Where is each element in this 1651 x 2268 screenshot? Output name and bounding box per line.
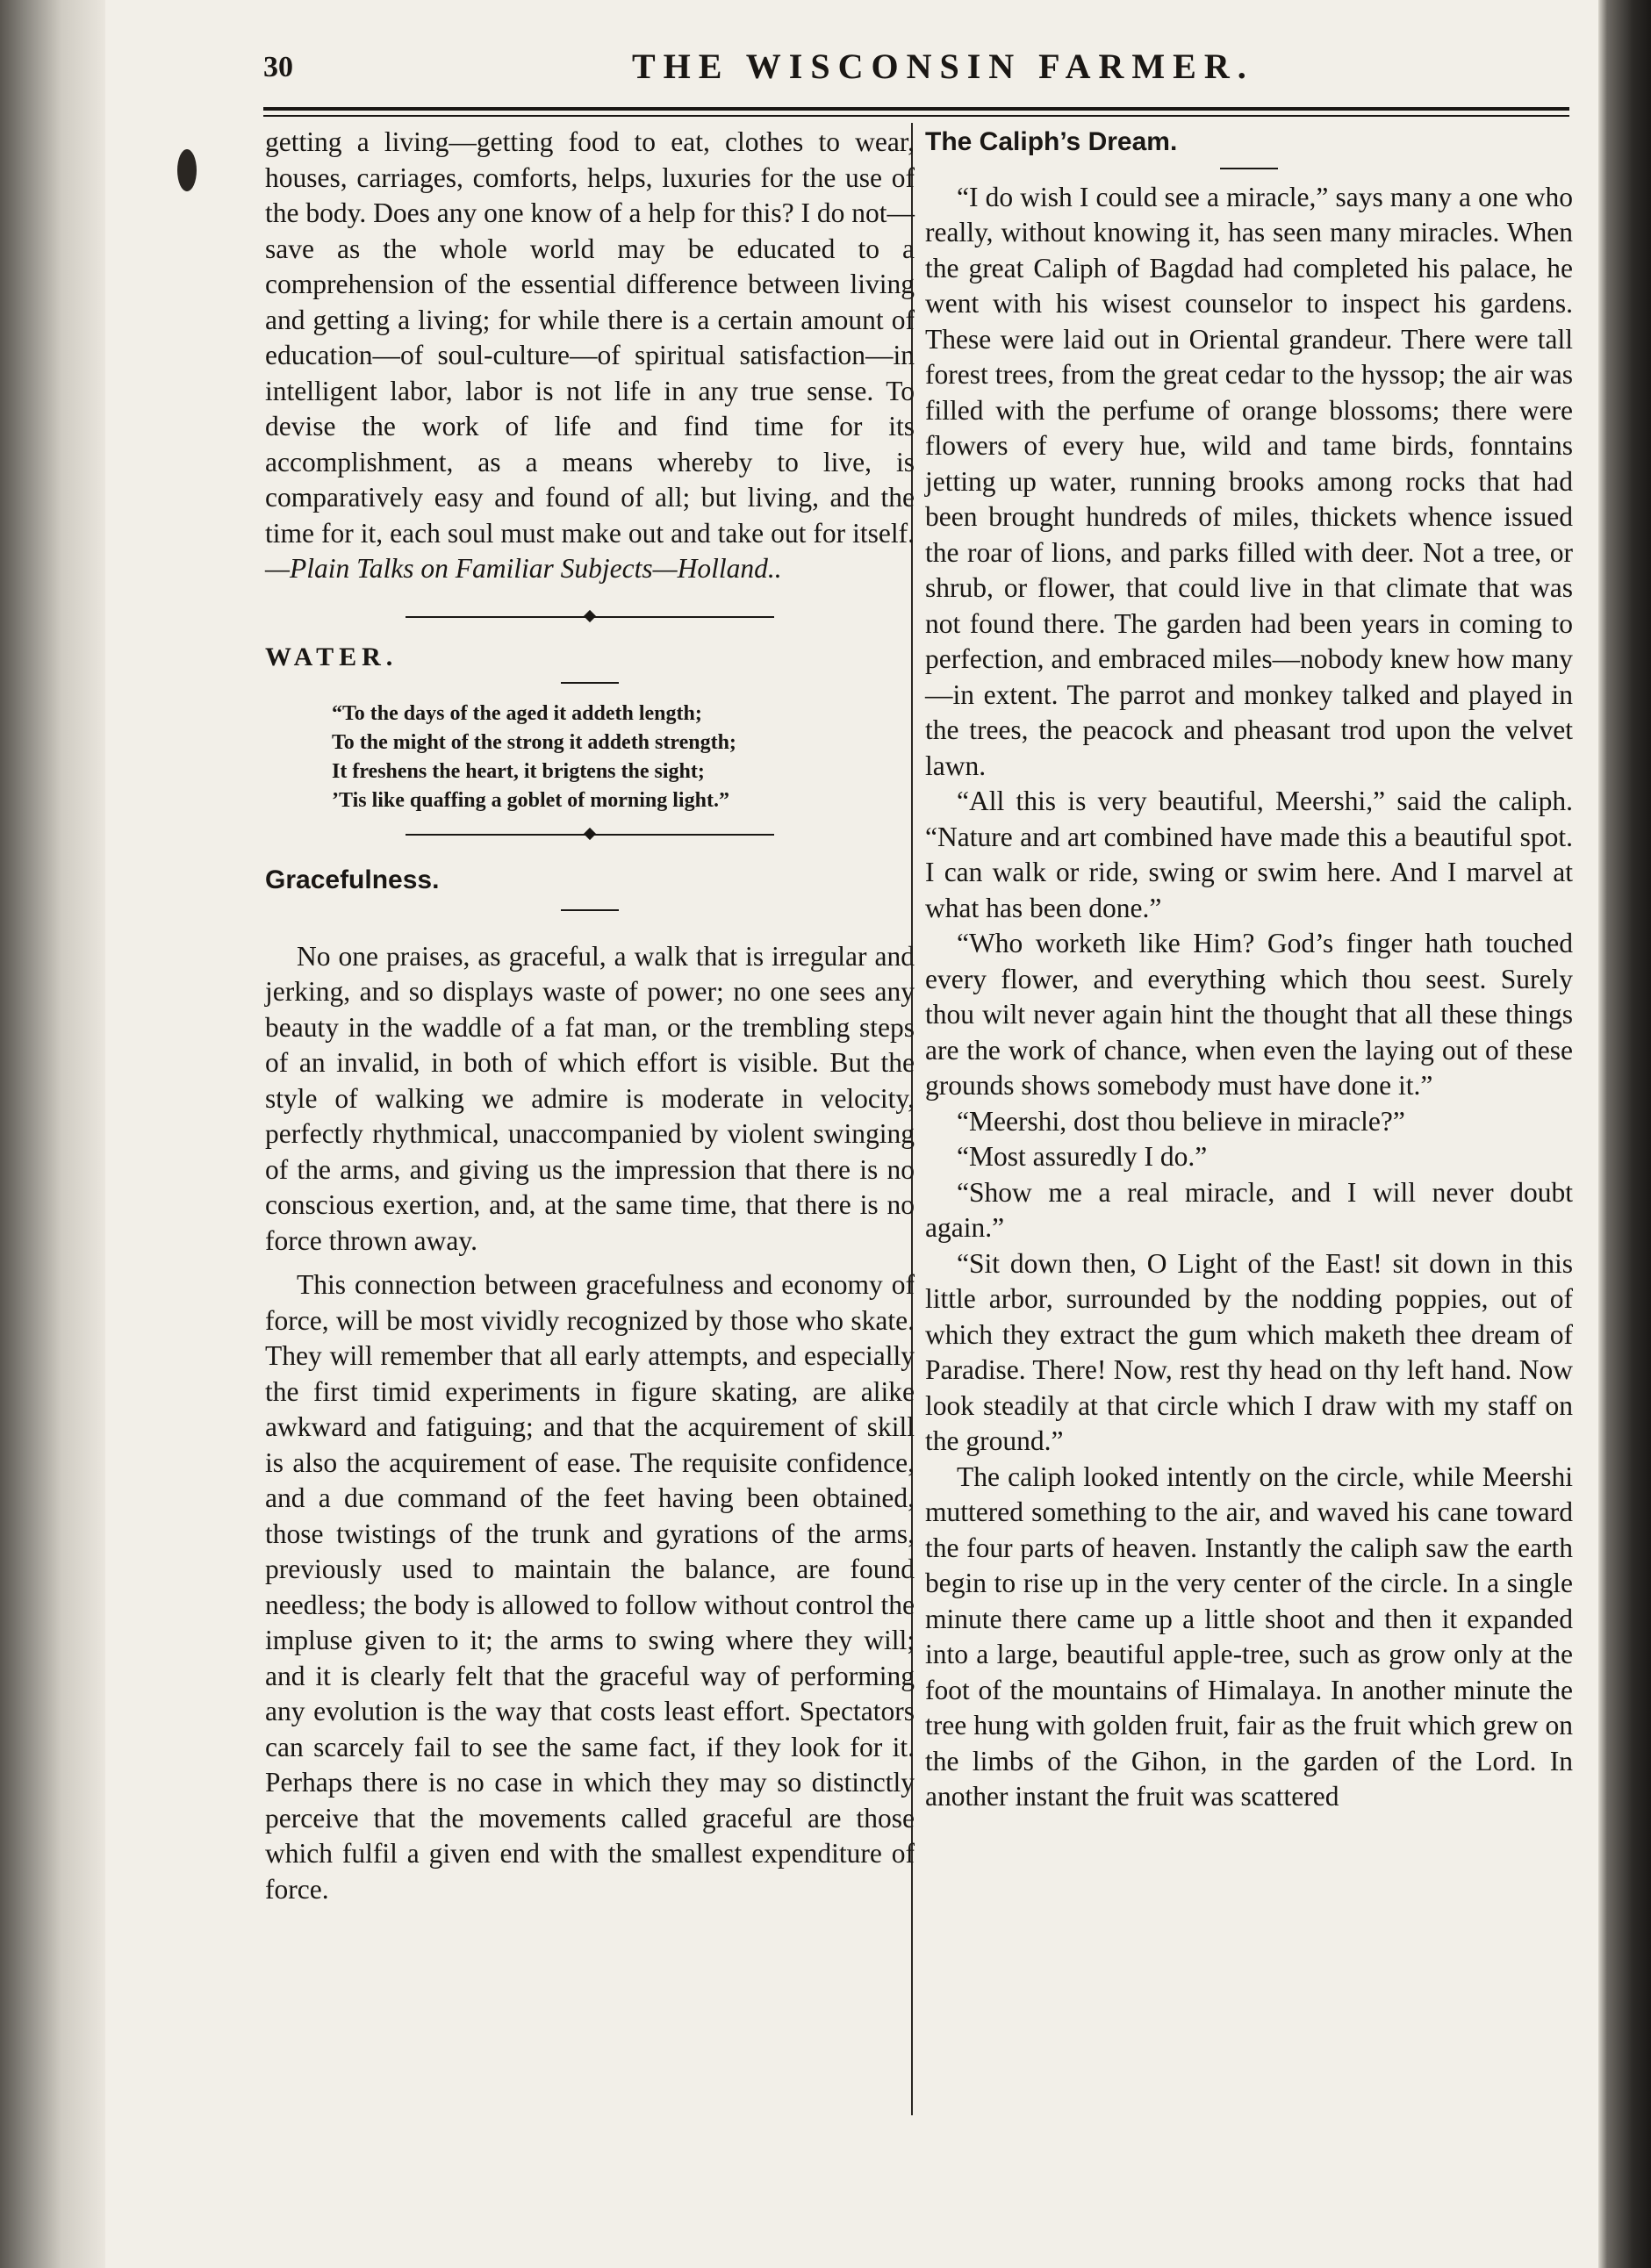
header-rule-thin	[263, 115, 1569, 117]
poem-line: It freshens the heart, it brigtens the sight;	[332, 760, 705, 783]
gracefulness-title: Gracefulness.	[265, 865, 440, 894]
continued-paragraph-text: getting a living—getting food to eat, clothes to wear, houses, carriages, comforts, helps, luxuries for the use of the body. Does any one know of a help for this? I do not—save as the whole world may be educated to a comprehension of the essential difference between living and getting a living; for while there is a certain amount of education—of soul-culture—of spiritual satisfaction—in intelligent labor, labor is not life in any true sense. To devise the work of life and find time for its accomplishment, as a means whereby to live, is comparatively easy and found of all; but living, and the time for it, each soul must make out and take out for itself.	[265, 126, 915, 549]
poem-line: “To the days of the aged it addeth length;	[332, 702, 702, 725]
page-edge-shadow	[1598, 0, 1651, 2268]
gracefulness-paragraph: This connection between gracefulness and economy of force, will be most vividly recognized by those who skate. They will remember that all early attempts, and especially the first timid experiments in figure skating, are alike awkward and fatiguing; and that the acquirement of skill is also the acquirement of ease. The requisite confidence, and a due command of the feet having been obtained, those twistings of the trunk and gyrations of the arms, previously used to maintain the balance, are found needless; the body is allowed to follow without control the impluse given to it; the arms to swing where they will; and it is clearly felt that the graceful way of performing any evolution is the way that costs least effort. Spectators can scarcely fail to see the same fact, if they look for it. Perhaps there is no case in which they may so distinctly perceive that the movements called graceful are those which fulfil a given end with the smallest expenditure of force.	[265, 1269, 915, 1905]
caliph-paragraph: “I do wish I could see a miracle,” says many a one who really, without knowing it, has seen many miracles. When the great Caliph of Bagdad had completed his palace, he went with his wisest counselor to inspect his gardens. These were laid out in Oriental grandeur. There were tall forest trees, from the great cedar to the hyssop; the air was filled with the perfume of orange blossoms; there were flowers of every hue, wild and tame birds, fonntains jetting up water, running brooks among rocks that had been brought hundreds of miles, thickets whence issued the roar of lions, and parks filled with deer. Not a tree, or shrub, or flower, that could live in that climate that was not found there. The garden had been years in coming to perfection, and embraced miles—nobody knew how many—in extent. The parrot and monkey talked and played in the trees, the peacock and pheasant trod upon the velvet lawn.	[925, 181, 1573, 781]
section-divider	[406, 608, 774, 626]
attribution: —Plain Talks on Familiar Subjects—Holland..	[265, 553, 782, 584]
gracefulness-paragraph: No one praises, as graceful, a walk that is irregular and jerking, and so displays waste of power; no one sees any beauty in the waddle of a fat man, or the trembling steps of an invalid, in both of which effort is visible. But the style of walking we admire is moderate in velocity, perfectly rhythmical, unaccompanied by violent swinging of the arms, and giving us the impression that there is no conscious exertion, and, at the same time, that there is no force thrown away.	[265, 940, 915, 1256]
water-poem	[265, 700, 915, 815]
caliph-title: The Caliph’s Dream.	[925, 127, 1178, 156]
caliph-paragraph: “Sit down then, O Light of the East! sit down in this little arbor, surrounded by the nodding poppies, out of which they extract the gum which maketh thee dream of Paradise. There! Now, rest thy head on thy left hand. Now look steadily at that circle which I draw with my staff on the ground.”	[925, 1247, 1573, 1456]
caliph-paragraph: “All this is very beautiful, Meershi,” said the caliph. “Nature and art combined have made this a beautiful spot. I can walk or ride, swing or swim here. And I marvel at what has been done.”	[925, 786, 1573, 923]
caliph-paragraph: “Who worketh like Him? God’s finger hath touched every flower, and everything which thou seest. Surely thou wilt never again hint the thought that all these things are the work of chance, when even the laying out of these grounds shows somebody must have done it.”	[925, 928, 1573, 1101]
running-title: THE WISCONSIN FARMER.	[632, 47, 1254, 86]
ink-blot	[177, 149, 197, 191]
caliph-paragraph: “Most assuredly I do.”	[957, 1141, 1208, 1172]
caliph-paragraph: The caliph looked intently on the circle, while Meershi muttered something to the air, and waved his cane toward the four parts of heaven. Instantly the caliph saw the earth begin to rise up in the very center of the circle. In a single minute there came up a little shoot and then it expanded into a large, beautiful apple-tree, such as grow only at the foot of the mountains of Himalaya. In another minute the tree hung with golden fruit, fair as the fruit which grew on the limbs of the Gihon, in the garden of the Lord. In another instant the fruit was scattered	[925, 1461, 1573, 1812]
continued-paragraph	[265, 125, 915, 587]
page-header	[263, 46, 1562, 98]
header-rule-thick	[263, 107, 1569, 111]
section-divider	[406, 826, 774, 843]
poem-line: To the might of the strong it addeth strength;	[332, 731, 736, 754]
caliph-paragraph: “Meershi, dost thou believe in miracle?”	[957, 1105, 1405, 1137]
water-title: WATER.	[265, 642, 398, 671]
right-column	[925, 125, 1573, 1815]
poem-line: ’Tis like quaffing a goblet of morning light.”	[332, 789, 729, 812]
left-column	[265, 125, 915, 1907]
page-gutter-shadow	[0, 0, 105, 2268]
page-number: 30	[263, 51, 293, 83]
caliph-paragraph: “Show me a real miracle, and I will never doubt again.”	[925, 1176, 1573, 1243]
